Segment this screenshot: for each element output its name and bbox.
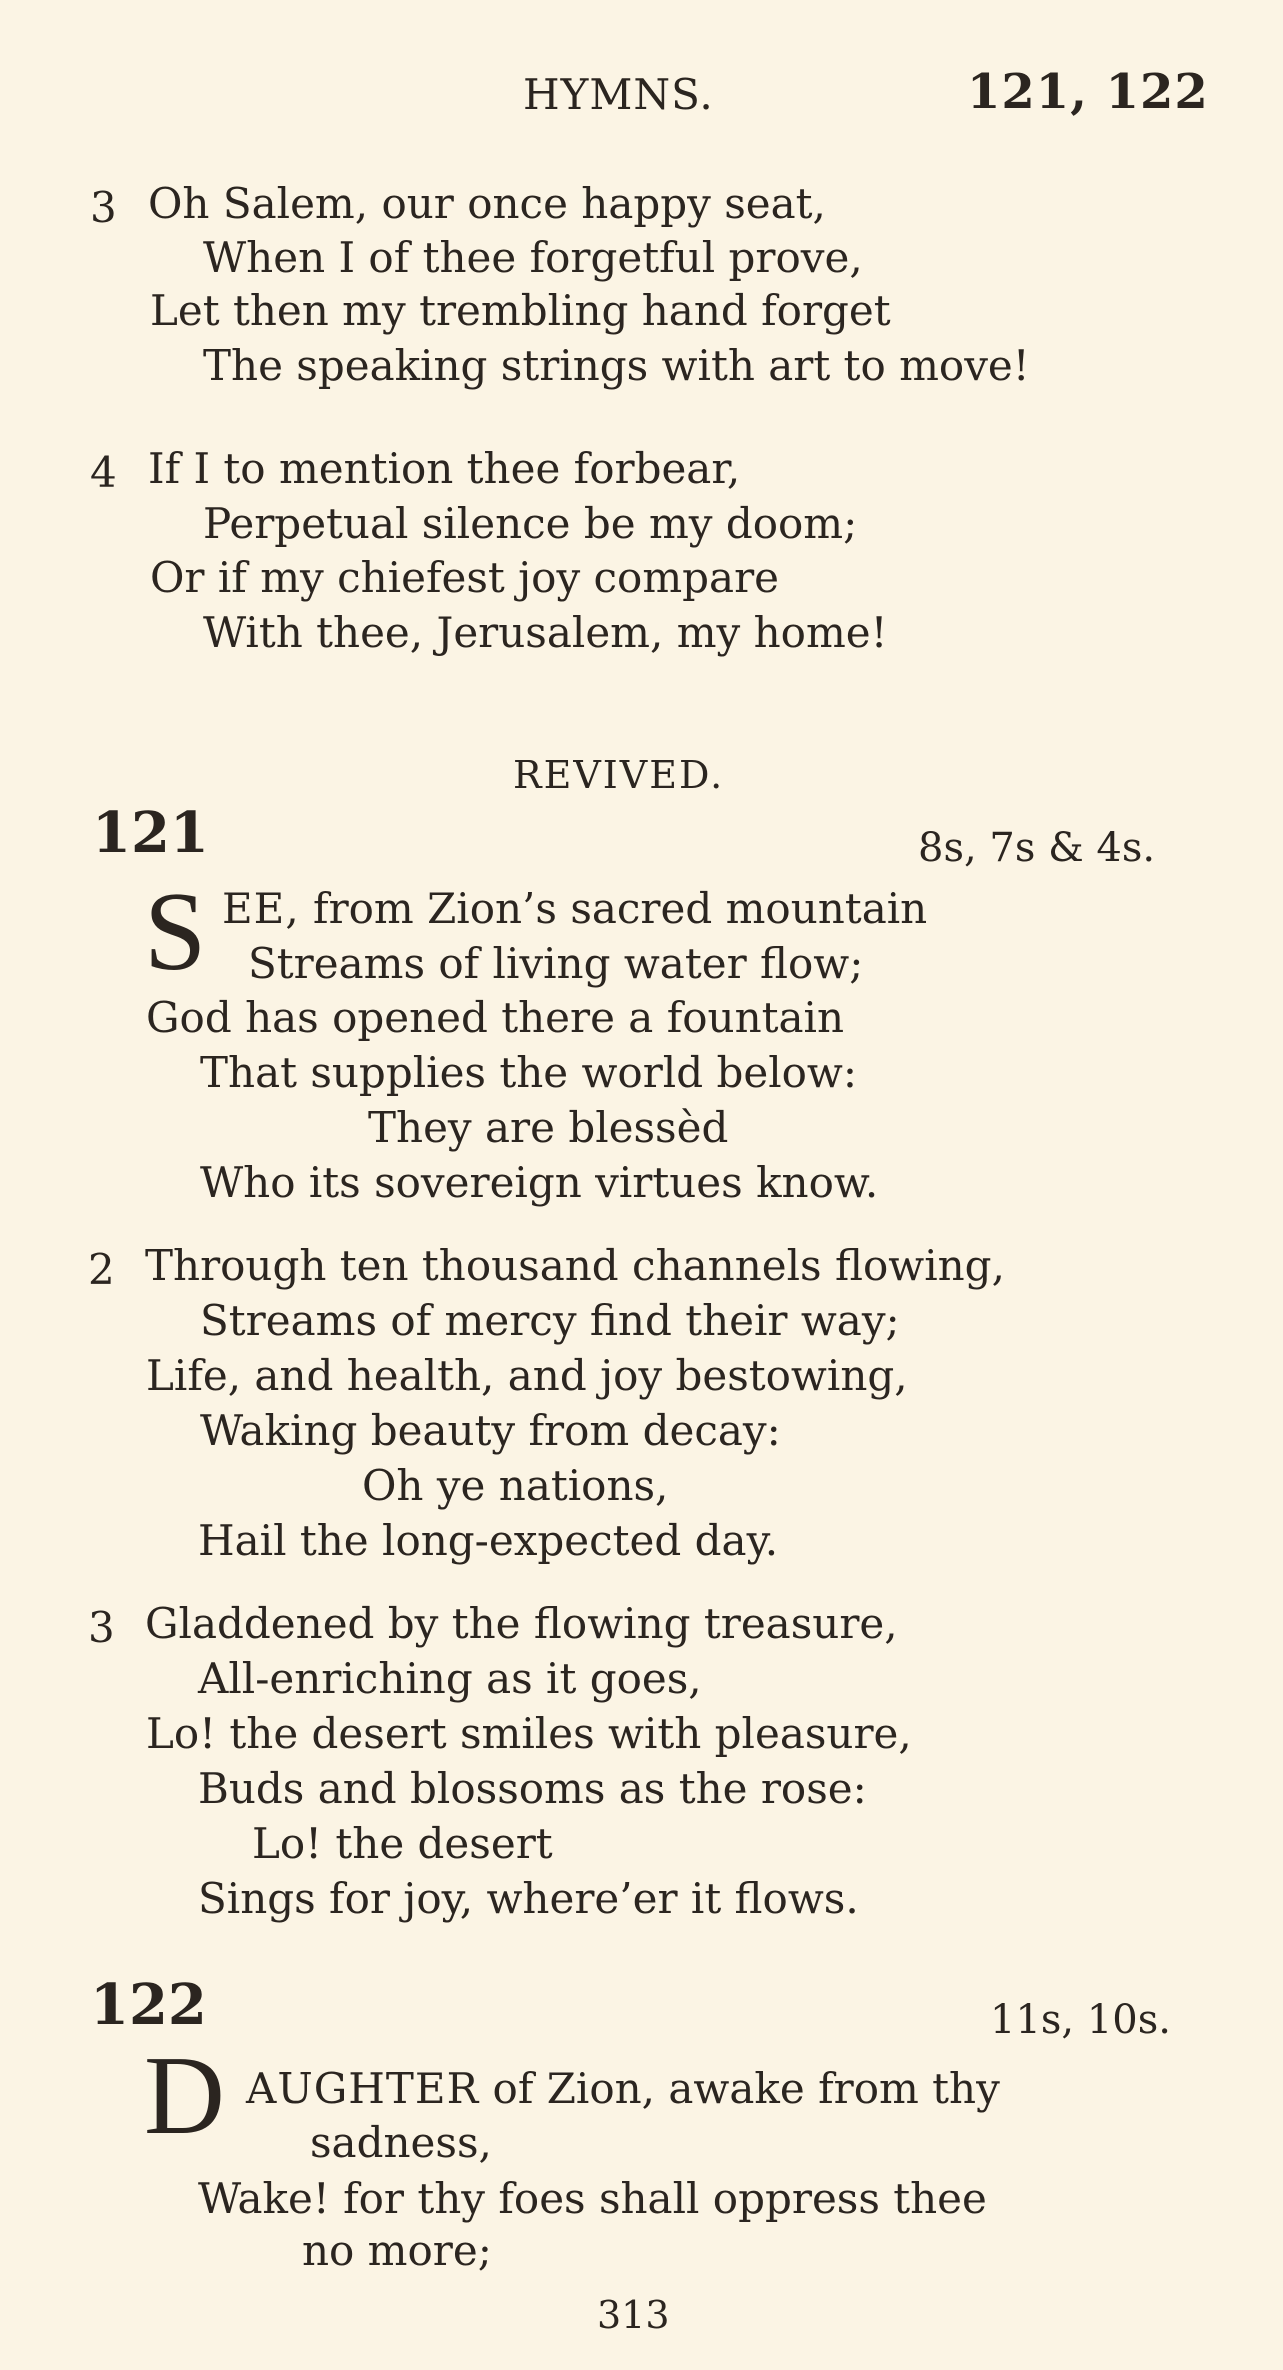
verse-line: Streams of mercy find their way; [200, 1296, 900, 1345]
stanza-number: 4 [90, 448, 117, 497]
stanza-number: 3 [88, 1603, 115, 1652]
verse-line: Lo! the desert [252, 1819, 553, 1868]
drop-cap: S [144, 870, 207, 994]
verse-line: Or if my chiefest joy compare [150, 553, 780, 602]
verse-line: Sings for joy, where’er it flows. [198, 1874, 859, 1923]
verse-line: Perpetual silence be my doom; [203, 499, 858, 548]
verse-line: sadness, [310, 2118, 492, 2167]
verse-line: Gladdened by the flowing treasure, [145, 1599, 898, 1648]
verse-line: All-enriching as it goes, [198, 1654, 702, 1703]
verse-line: Oh Salem, our once happy seat, [148, 179, 826, 228]
hymn-meter: 11s, 10s. [990, 1997, 1171, 2043]
drop-cap: D [144, 2034, 225, 2158]
first-line-rest: from Zion’s sacred mountain [299, 884, 928, 933]
running-header-title: HYMNS. [523, 70, 714, 119]
verse-line: Life, and health, and joy bestowing, [146, 1351, 908, 1400]
verse-line [222, 884, 928, 933]
verse-line: God has opened there a fountain [146, 993, 845, 1042]
first-word-caps: AUGHTER [246, 2064, 480, 2113]
verse-line: Lo! the desert smiles with pleasure, [146, 1709, 912, 1758]
verse-line [246, 2064, 1000, 2113]
page-number: 313 [597, 2293, 670, 2337]
verse-line: no more; [302, 2226, 492, 2275]
hymn-number: 121 [92, 800, 209, 866]
verse-line: Who its sovereign virtues know. [200, 1158, 879, 1207]
first-line-rest: of Zion, awake from thy [479, 2064, 1000, 2113]
verse-line: Streams of living water flow; [248, 939, 864, 988]
verse-line: Let then my trembling hand forget [150, 286, 891, 335]
verse-line: The speaking strings with art to move! [203, 341, 1030, 390]
tune-name: REVIVED. [513, 753, 725, 797]
hymn-meter: 8s, 7s & 4s. [918, 825, 1156, 871]
verse-line: Waking beauty from decay: [200, 1406, 781, 1455]
verse-line: Buds and blossoms as the rose: [198, 1764, 867, 1813]
hymn-number: 122 [90, 1972, 207, 2038]
verse-line: Oh ye nations, [362, 1461, 669, 1510]
verse-line: With thee, Jerusalem, my home! [203, 608, 888, 657]
stanza-number: 2 [88, 1245, 115, 1294]
stanza-number: 3 [90, 183, 117, 232]
verse-line: They are blessèd [368, 1103, 729, 1152]
verse-line: Wake! for thy foes shall oppress thee [198, 2174, 987, 2223]
first-word-caps: EE, [222, 884, 300, 933]
verse-line: That supplies the world below: [200, 1048, 858, 1097]
running-header-hymn-numbers: 121, 122 [967, 64, 1209, 120]
verse-line: When I of thee forgetful prove, [203, 233, 863, 282]
verse-line: If I to mention thee forbear, [148, 444, 741, 493]
verse-line: Hail the long-expected day. [198, 1516, 779, 1565]
verse-line: Through ten thousand channels flowing, [145, 1241, 1005, 1290]
